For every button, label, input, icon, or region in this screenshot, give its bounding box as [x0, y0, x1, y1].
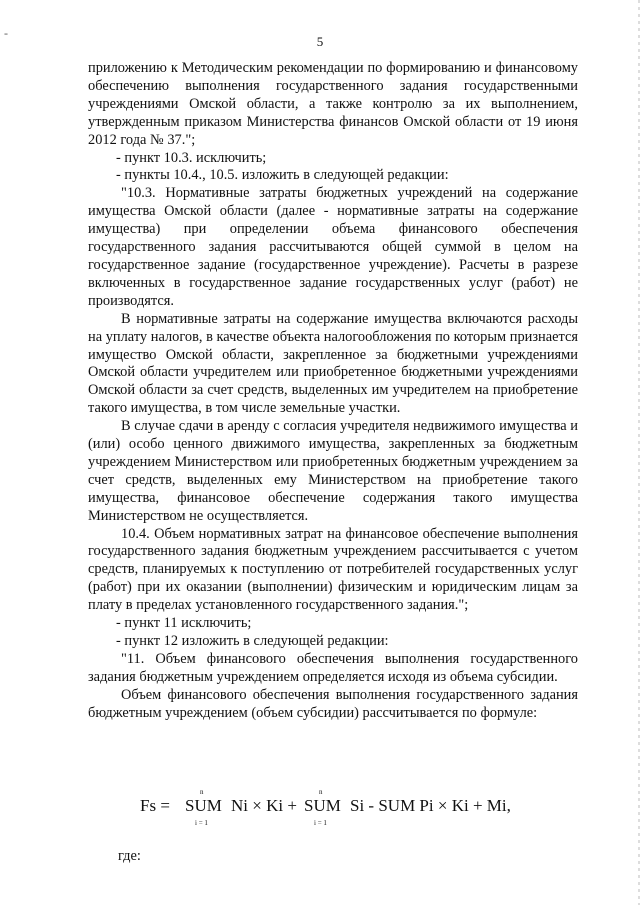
formula-term-1: Ni × Ki +	[231, 796, 297, 815]
paragraph-continuation: приложению к Методическим рекомендации по формированию и финансовому обеспечению выполнения государственного задания государственными учреждениями Омской области, а также контролю за их выполнением, утвержденным приказом Министерства финансов Омской области от 19 июня 2012 года № 37.";	[88, 60, 578, 148]
formula-sum-2-lower: i = 1	[314, 819, 327, 827]
paragraph: 10.4. Объем нормативных затрат на финансовое обеспечение выполнения государственного задания бюджетным учреждением рассчитывается с учетом средств, планируемых к поступлению от потребителей государственных услуг (работ) при их оказании (выполнении) физическим и юридическим лицам за плату в пределах установленного государственного задания.";	[88, 525, 578, 614]
list-item: - пункт 12 изложить в следующей редакции:	[116, 633, 389, 649]
formula-sum-2-upper: n	[319, 788, 323, 796]
formula-sum-1: SUM	[185, 796, 222, 815]
formula-term-2: Si - SUM Pi × Ki + Mi,	[350, 796, 511, 815]
paragraph: В случае сдачи в аренду с согласия учредителя недвижимого имущества и (или) особо ценного движимого имущества, закрепленных за бюджетным учреждением Министерством или приобретенных бюджетным учреждением за счет средств, выделенных ему Министерством на приобретение такого имущества, финансовое обеспечение содержания такого имущества Министерством не осуществляется.	[88, 418, 578, 524]
formula	[140, 788, 580, 828]
paragraph: В нормативные затраты на содержание имущества включаются расходы на уплату налогов, в качестве объекта налогообложения по которым признается имущество Омской области, закрепленное за бюджетными учреждениями Омской области учредителем или приобретенное бюджетными учреждениями Омской области за счет средств, выделенных им учредителем на приобретение такого имущества, в том числе земельные участки.	[88, 310, 578, 417]
paragraph: "10.3. Нормативные затраты бюджетных учреждений на содержание имущества Омской области (далее - нормативные затраты на содержание имущества) при определении объема финансового обеспечения государственного задания рассчитываются общей суммой в целом на государственное задание (государственное учреждение). Расчеты в разрезе включенных в государственное задание государственных услуг (работ) не производятся.	[88, 185, 578, 309]
formula-sum-1-upper: n	[200, 788, 204, 796]
formula-fs: Fs =	[140, 796, 170, 815]
paragraph: "11. Объем финансового обеспечения выполнения государственного задания бюджетным учреждением определяется исходя из объема субсидии.	[88, 650, 578, 685]
where-label: где:	[118, 848, 141, 864]
formula-sum-2: SUM	[304, 796, 341, 815]
margin-mark: -	[4, 26, 8, 40]
page-number: 5	[316, 34, 324, 49]
list-item: - пункты 10.4., 10.5. изложить в следующей редакции:	[116, 167, 449, 184]
list-item: - пункт 10.3. исключить;	[116, 149, 267, 166]
list-item: - пункт 11 исключить;	[116, 615, 252, 632]
paragraph: Объем финансового обеспечения выполнения государственного задания бюджетным учреждением (объем субсидии) рассчитывается по формуле:	[88, 686, 578, 721]
document-body	[88, 60, 578, 723]
formula-sum-1-lower: i = 1	[195, 819, 208, 827]
